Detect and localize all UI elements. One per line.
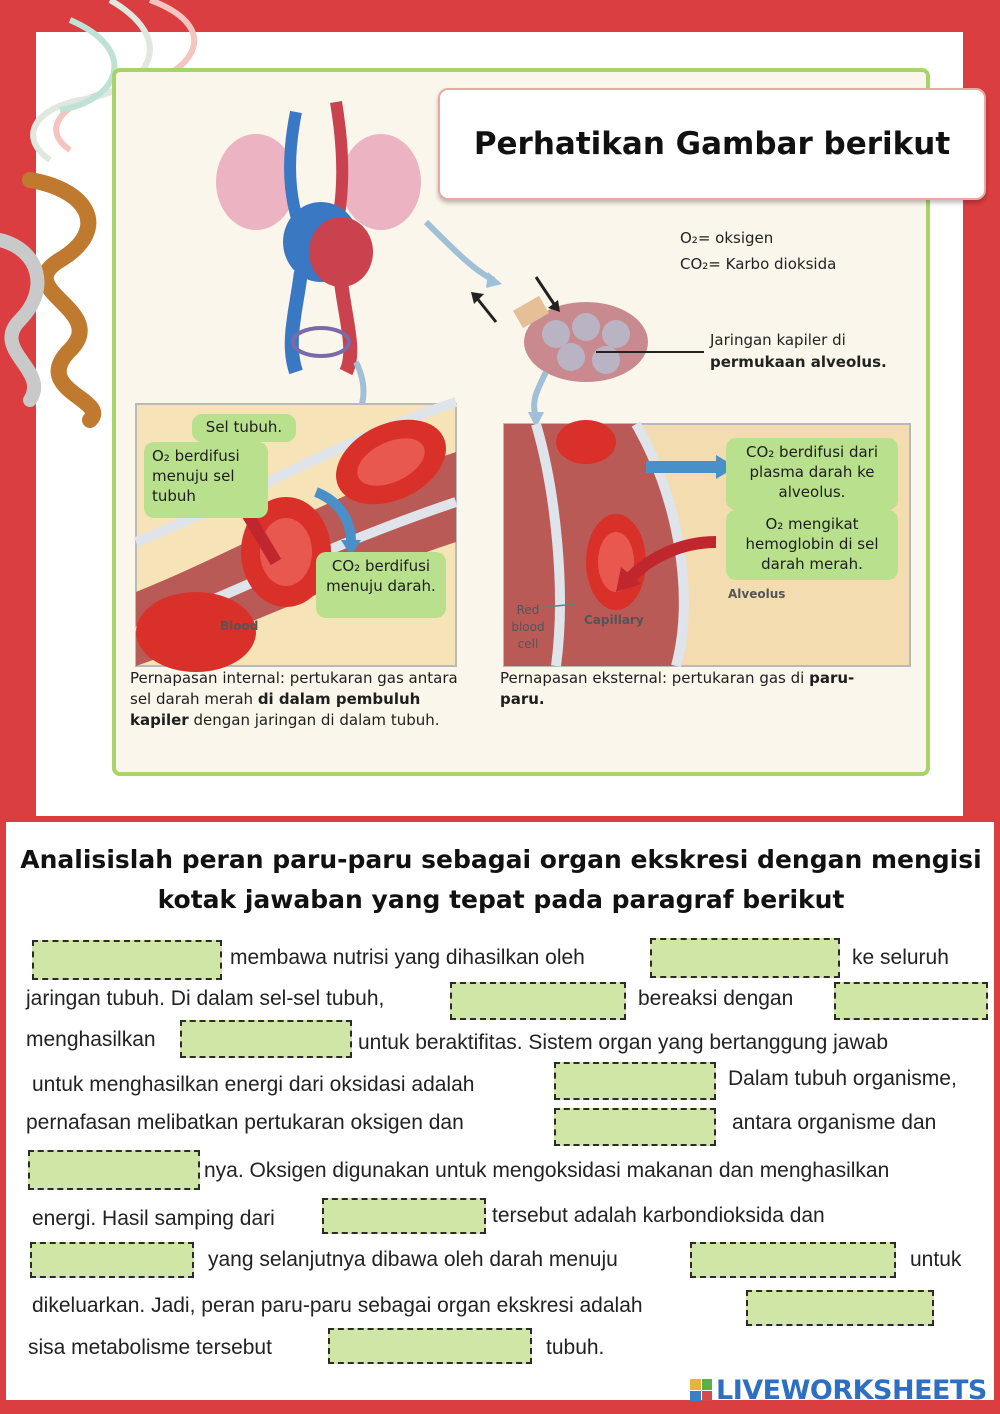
answer-box-10[interactable]	[30, 1242, 194, 1278]
answer-box-3[interactable]	[450, 982, 626, 1020]
label-o2-hemoglobin: O₂ mengikat hemoglobin di sel darah merah.	[726, 510, 898, 580]
instruction-heading: Analisislah peran paru-paru sebagai organ ekskresi dengan mengisi kotak jawaban yang tepat pada paragraf berikut	[20, 845, 982, 914]
answer-box-12[interactable]	[746, 1290, 934, 1326]
paragraph-text-2: ke seluruh	[852, 946, 949, 969]
caption-external: Pernapasan eksternal: pertukaran gas di paru-paru.	[500, 669, 855, 708]
answer-box-6[interactable]	[554, 1062, 716, 1100]
answer-box-4[interactable]	[834, 982, 988, 1020]
label-alveolus: Alveolus	[728, 587, 786, 601]
alveolus-label-line2: permukaan alveolus.	[710, 353, 887, 371]
legend-o2: O₂= oksigen	[680, 229, 774, 247]
label-capillary: Capillary	[584, 613, 644, 627]
lungs-heart-illustration	[216, 102, 421, 372]
answer-box-2[interactable]	[650, 938, 840, 978]
paragraph-text-8: Dalam tubuh organisme,	[728, 1067, 957, 1090]
liveworksheets-logo[interactable]	[690, 1374, 987, 1406]
paragraph-text-3: jaringan tubuh. Di dalam sel-sel tubuh,	[26, 987, 385, 1010]
paragraph-text-11: nya. Oksigen digunakan untuk mengoksidasi makanan dan menghasilkan	[204, 1159, 890, 1182]
paragraph-text-15: untuk	[910, 1248, 962, 1271]
paragraph-text-10: antara organisme dan	[732, 1111, 937, 1134]
paragraph-text-5: menghasilkan	[26, 1028, 156, 1051]
paragraph-text-1: membawa nutrisi yang dihasilkan oleh	[230, 946, 585, 969]
answer-box-11[interactable]	[690, 1242, 896, 1278]
label-blood: Blood	[220, 619, 259, 633]
frame-left-edge	[0, 822, 6, 1414]
paragraph-text-17: sisa metabolisme tersebut	[28, 1336, 272, 1359]
label-o2-berdifusi: O₂ berdifusi menuju sel tubuh	[144, 442, 268, 518]
frame-right-edge	[994, 822, 1000, 1414]
liveworksheets-logo-text: LIVEWORKSHEETS	[716, 1374, 987, 1406]
answer-box-8[interactable]	[28, 1150, 200, 1190]
paragraph-text-6: untuk beraktifitas. Sistem organ yang bertanggung jawab	[358, 1031, 888, 1054]
legend-co2: CO₂= Karbo dioksida	[680, 255, 837, 273]
title-text: Perhatikan Gambar berikut	[473, 126, 951, 162]
answer-box-7[interactable]	[554, 1108, 716, 1146]
paragraph-text-13: tersebut adalah karbondioksida dan	[492, 1204, 825, 1227]
caption-internal: Pernapasan internal: pertukaran gas antara sel darah merah di dalam pembuluh kapiler dengan jaringan di dalam tubuh.	[130, 669, 458, 729]
paragraph-text-12: energi. Hasil samping dari	[32, 1207, 275, 1230]
label-co2-plasma: CO₂ berdifusi dari plasma darah ke alveolus.	[726, 438, 898, 510]
answer-box-9[interactable]	[322, 1198, 486, 1234]
alveolus-label-line1: Jaringan kapiler di	[710, 331, 846, 349]
alveolus-illustration	[471, 277, 704, 428]
answer-box-1[interactable]	[32, 940, 222, 980]
paragraph-text-14: yang selanjutnya dibawa oleh darah menuju	[208, 1248, 618, 1271]
label-red-blood-cell: Red blood cell	[511, 603, 545, 651]
label-sel-tubuh: Sel tubuh.	[192, 414, 296, 442]
paragraph-text-18: tubuh.	[546, 1336, 605, 1359]
title-card	[438, 88, 986, 200]
paragraph-text-7: untuk menghasilkan energi dari oksidasi adalah	[32, 1073, 475, 1096]
paragraph-text-9: pernafasan melibatkan pertukaran oksigen dan	[26, 1111, 464, 1134]
liveworksheets-logo-icon	[690, 1379, 712, 1401]
label-co2-berdifusi: CO₂ berdifusi menuju darah.	[316, 552, 446, 618]
paragraph-text-4: bereaksi dengan	[638, 987, 794, 1010]
paragraph-text-16: dikeluarkan. Jadi, peran paru-paru sebagai organ ekskresi adalah	[32, 1294, 643, 1317]
answer-box-5[interactable]	[180, 1020, 352, 1058]
answer-box-13[interactable]	[328, 1328, 532, 1364]
